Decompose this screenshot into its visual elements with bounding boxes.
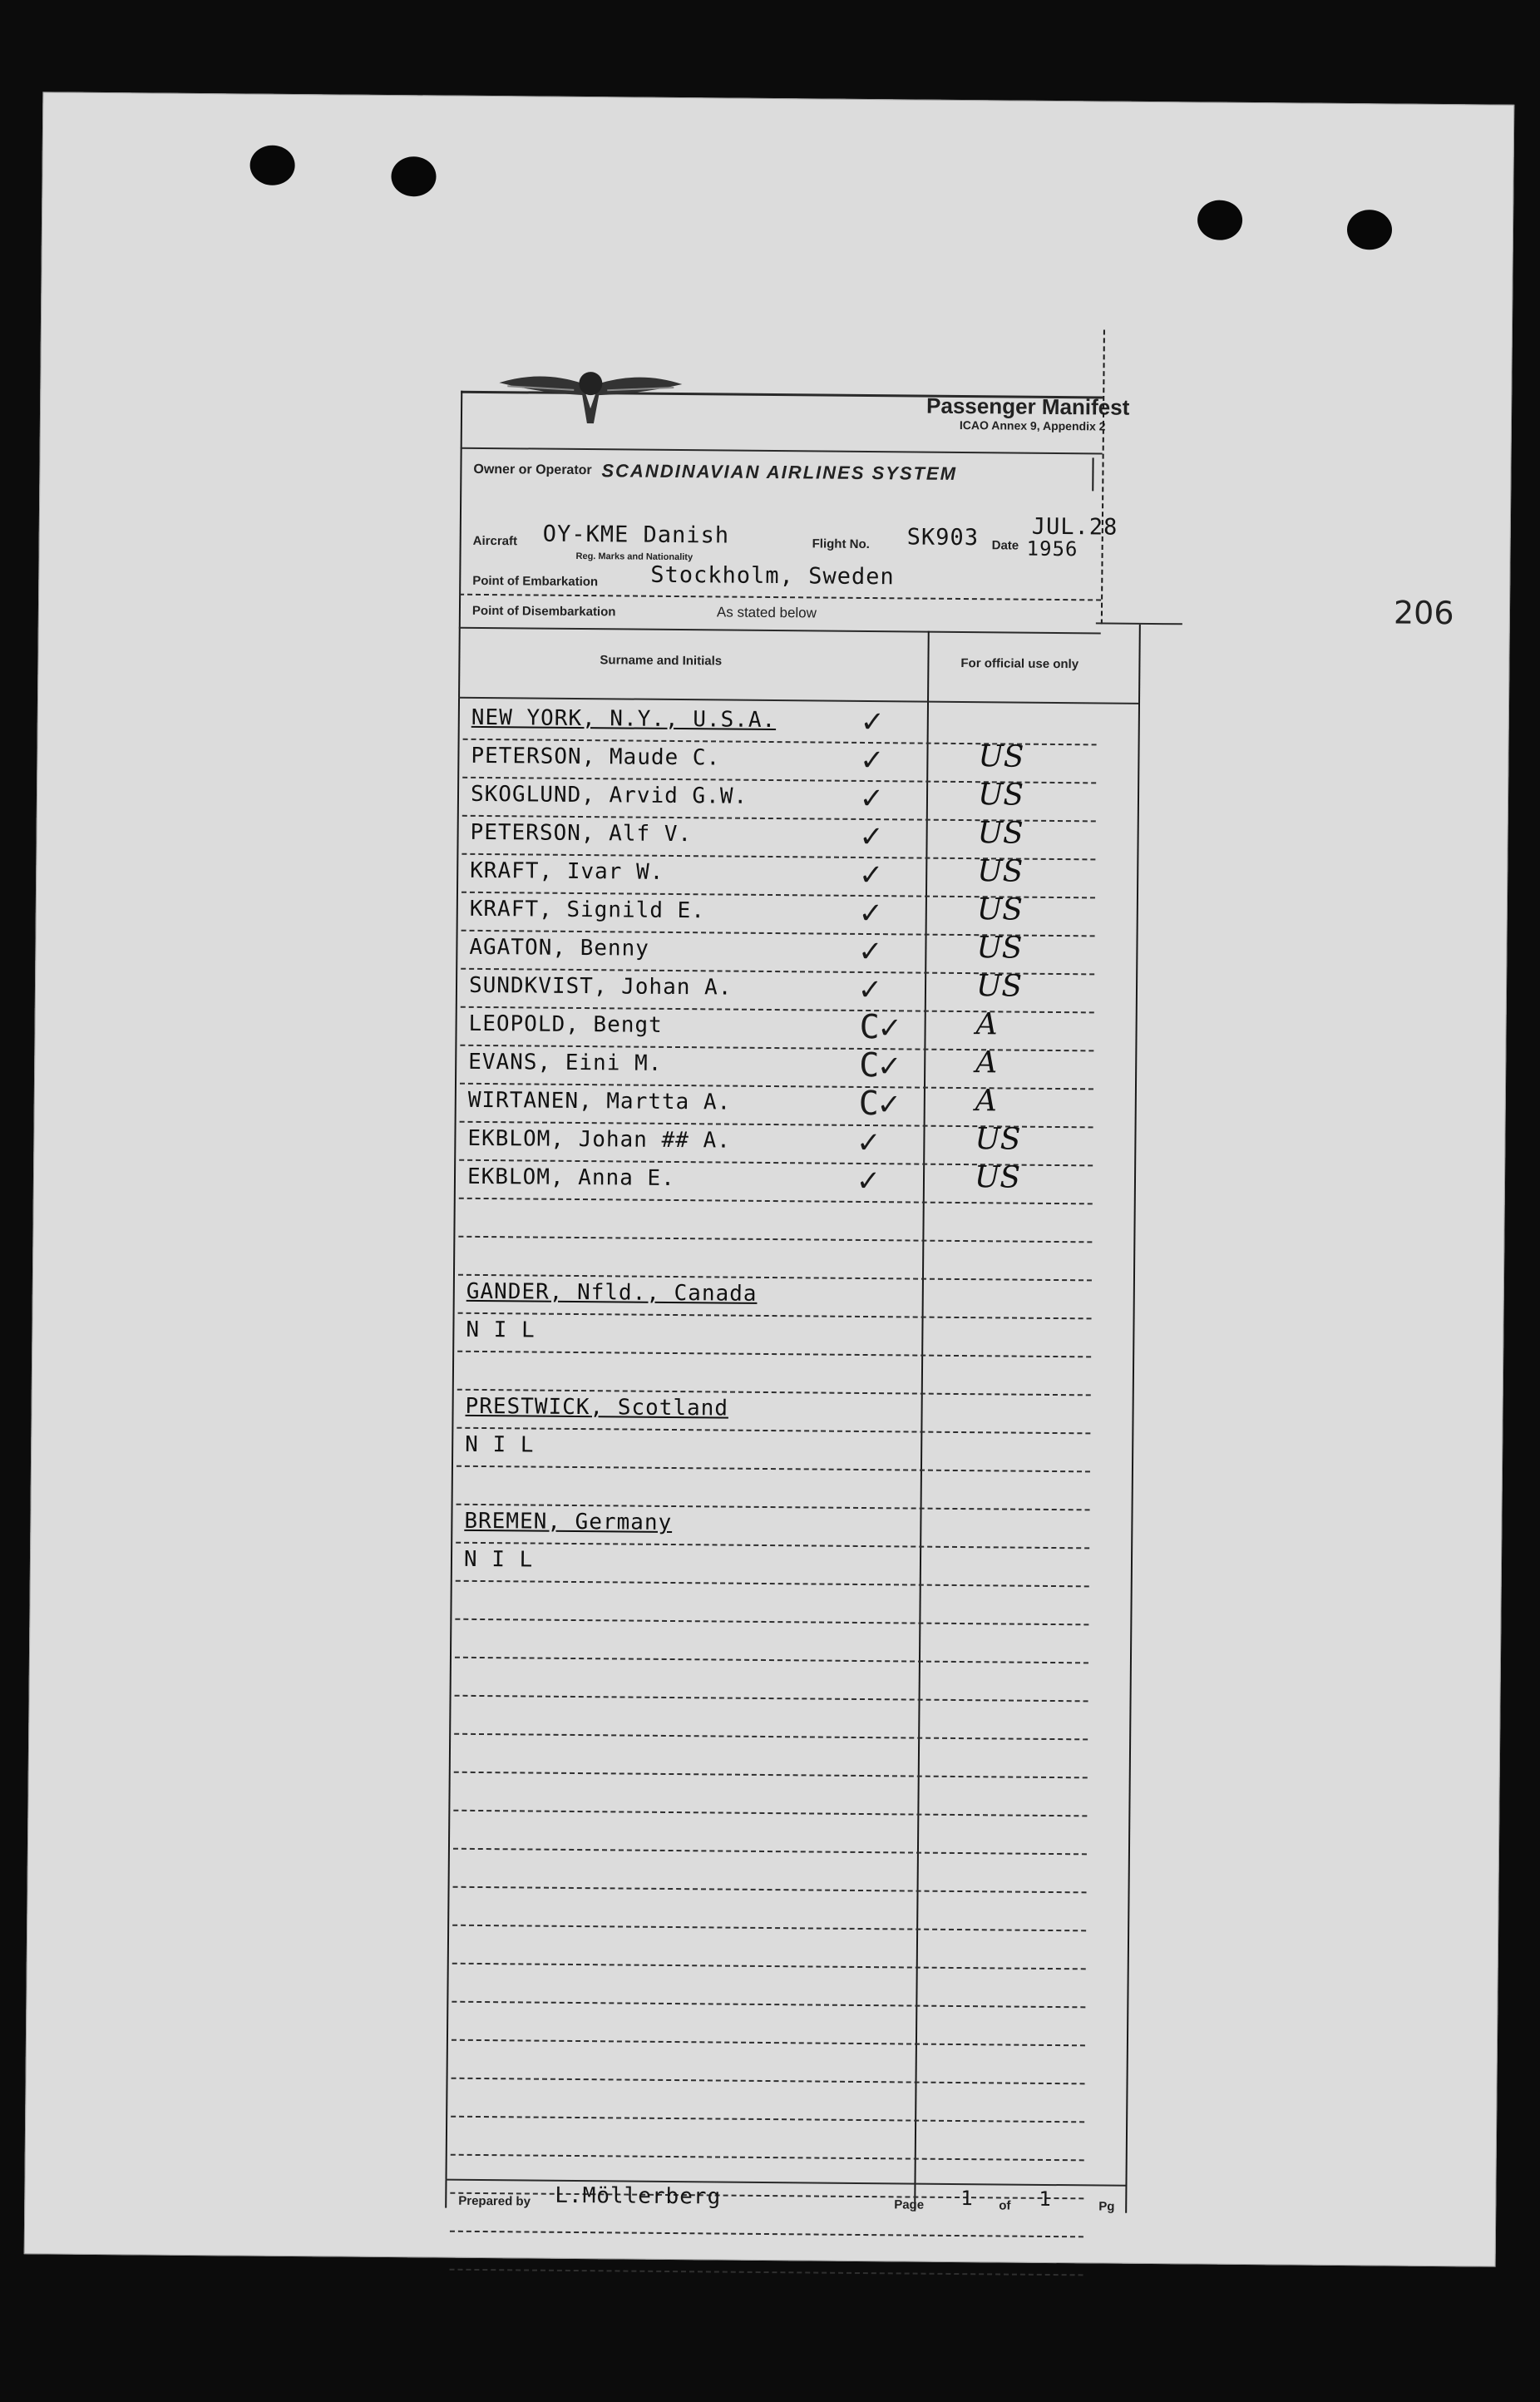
aircraft-value: OY-KME Danish xyxy=(542,521,730,549)
document-sheet xyxy=(24,91,1515,2266)
official-mark: US xyxy=(975,1122,1021,1157)
manifest-form xyxy=(445,241,1130,2214)
col-names-header: Surname and Initials xyxy=(600,653,723,669)
table-row xyxy=(450,2231,1083,2276)
passenger-name: N I L xyxy=(466,1317,536,1343)
owner-tick xyxy=(1092,457,1093,491)
passenger-name: SKOGLUND, Arvid G.W. xyxy=(470,781,748,809)
page-value: 1 xyxy=(960,2187,974,2211)
check-mark: ✓ xyxy=(861,854,881,894)
check-mark: ✓ xyxy=(860,892,881,932)
date-value-month: JUL.28 xyxy=(1031,513,1118,541)
passenger-name: PETERSON, Alf V. xyxy=(470,819,693,848)
aircraft-sublabel: Reg. Marks and Nationality xyxy=(575,551,693,563)
col-official-header: For official use only xyxy=(960,655,1079,672)
check-mark: ✓ xyxy=(861,739,882,779)
passenger-name: PETERSON, Maude C. xyxy=(471,743,721,771)
passenger-name: KRAFT, Ivar W. xyxy=(470,858,664,885)
owner-value: SCANDINAVIAN AIRLINES SYSTEM xyxy=(601,460,958,484)
airline-wings-logo xyxy=(491,358,691,434)
official-mark: A xyxy=(975,1007,998,1042)
passenger-name: NEW YORK, N.Y., U.S.A. xyxy=(471,704,777,734)
embark-value: Stockholm, Sweden xyxy=(650,561,895,591)
passenger-name: BREMEN, Germany xyxy=(464,1508,673,1535)
passenger-name: SUNDKVIST, Johan A. xyxy=(468,972,733,1001)
passenger-name: N I L xyxy=(465,1431,535,1458)
passenger-name: N I L xyxy=(463,1546,534,1573)
check-mark: C✓ xyxy=(858,1045,900,1085)
disembark-label: Point of Disembarkation xyxy=(471,603,616,620)
page-label: Page xyxy=(894,2197,925,2212)
passenger-name: LEOPOLD, Bengt xyxy=(468,1011,663,1038)
pages-label: Pg xyxy=(1098,2199,1115,2214)
of-value: 1 xyxy=(1039,2187,1052,2212)
prepared-value: L.Möllerberg xyxy=(555,2182,722,2210)
passenger-name: AGATON, Benny xyxy=(469,934,650,961)
official-mark: US xyxy=(977,778,1024,813)
embark-label: Point of Embarkation xyxy=(472,573,599,590)
check-mark: C✓ xyxy=(858,1084,900,1124)
official-mark: US xyxy=(975,969,1023,1004)
official-mark: US xyxy=(974,1160,1021,1195)
form-subtitle: ICAO Annex 9, Appendix 2 xyxy=(959,418,1106,433)
official-mark: US xyxy=(978,739,1024,774)
passenger-name: EKBLOM, Anna E. xyxy=(466,1164,675,1192)
passenger-name: PRESTWICK, Scotland xyxy=(465,1393,729,1421)
check-mark: ✓ xyxy=(861,701,883,741)
passenger-name: WIRTANEN, Martta A. xyxy=(467,1087,732,1115)
flight-value: SK903 xyxy=(906,524,980,551)
date-label: Date xyxy=(991,538,1019,553)
form-right-border xyxy=(1125,625,1141,2213)
official-mark: US xyxy=(977,854,1024,889)
official-mark: US xyxy=(976,931,1023,966)
form-title: Passenger Manifest xyxy=(925,393,1130,420)
punch-hole xyxy=(1347,210,1392,250)
header-right-border xyxy=(1101,329,1105,624)
official-mark: A xyxy=(975,1045,998,1080)
check-mark: ✓ xyxy=(860,931,881,971)
official-mark: US xyxy=(977,816,1024,851)
check-mark: ✓ xyxy=(857,1160,879,1200)
check-mark: C✓ xyxy=(859,1007,900,1047)
passenger-name: KRAFT, Signild E. xyxy=(469,896,706,924)
table-top-rule xyxy=(459,627,1101,635)
owner-label: Owner or Operator xyxy=(473,462,592,478)
official-mark: A xyxy=(975,1084,998,1119)
prepared-label: Prepared by xyxy=(458,2193,531,2209)
of-label: of xyxy=(999,2198,1011,2213)
page-number: 206 xyxy=(1393,594,1454,632)
check-mark: ✓ xyxy=(861,778,882,818)
punch-hole xyxy=(1197,200,1242,240)
flight-label: Flight No. xyxy=(812,536,870,552)
check-mark: ✓ xyxy=(858,1122,879,1162)
punch-hole xyxy=(249,146,294,185)
check-mark: ✓ xyxy=(861,816,881,856)
owner-rule xyxy=(461,447,1103,455)
passenger-name: EVANS, Eini M. xyxy=(468,1049,663,1076)
date-value-year: 1956 xyxy=(1026,536,1078,561)
official-mark: US xyxy=(976,892,1024,927)
passenger-name: GANDER, Nfld., Canada xyxy=(466,1278,758,1307)
check-mark: ✓ xyxy=(859,969,881,1009)
disembark-value: As stated below xyxy=(716,604,817,621)
passenger-name: EKBLOM, Johan ## A. xyxy=(467,1125,731,1154)
aircraft-label: Aircraft xyxy=(472,533,518,549)
embark-rule xyxy=(459,594,1101,601)
punch-hole xyxy=(391,156,436,196)
